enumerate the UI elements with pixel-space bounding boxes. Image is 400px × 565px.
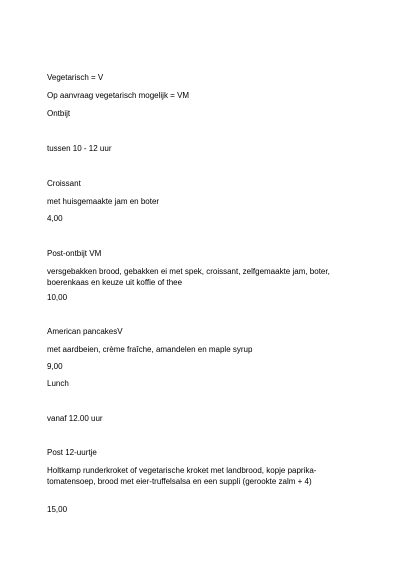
- menu-item-name: American pancakesV: [47, 327, 123, 336]
- menu-item-name: Post-ontbijt VM: [47, 249, 102, 258]
- menu-item-price: 10,00: [47, 293, 68, 302]
- breakfast-heading: Ontbijt: [47, 109, 71, 118]
- menu-item-description: met huisgemaakte jam en boter: [47, 197, 160, 206]
- legend-on-request: Op aanvraag vegetarisch mogelijk = VM: [47, 91, 190, 100]
- lunch-heading: Lunch: [47, 379, 69, 388]
- menu-item-name: Post 12-uurtje: [47, 448, 97, 457]
- menu-item-name: Croissant: [47, 179, 81, 188]
- menu-item-price: 4,00: [47, 214, 63, 223]
- menu-item-description: versgebakken brood, gebakken ei met spek, croissant, zelfgemaakte jam, boter, boerenkaas en keuze uit koffie of thee: [47, 267, 330, 287]
- menu-item-description: met aardbeien, crème fraîche, amandelen en maple syrup: [47, 345, 253, 354]
- menu-item-description: Holtkamp runderkroket of vegetarische kroket met landbrood, kopje paprika-tomatensoep, brood met eier-truffelsalsa en een suppli (gerookte zalm + 4): [47, 466, 317, 486]
- menu-item-price: 9,00: [47, 362, 63, 371]
- menu-item-price: 15,00: [47, 505, 68, 514]
- breakfast-hours: tussen 10 - 12 uur: [47, 144, 112, 153]
- lunch-hours: vanaf 12.00 uur: [47, 414, 103, 423]
- legend-vegetarian: Vegetarisch = V: [47, 73, 104, 82]
